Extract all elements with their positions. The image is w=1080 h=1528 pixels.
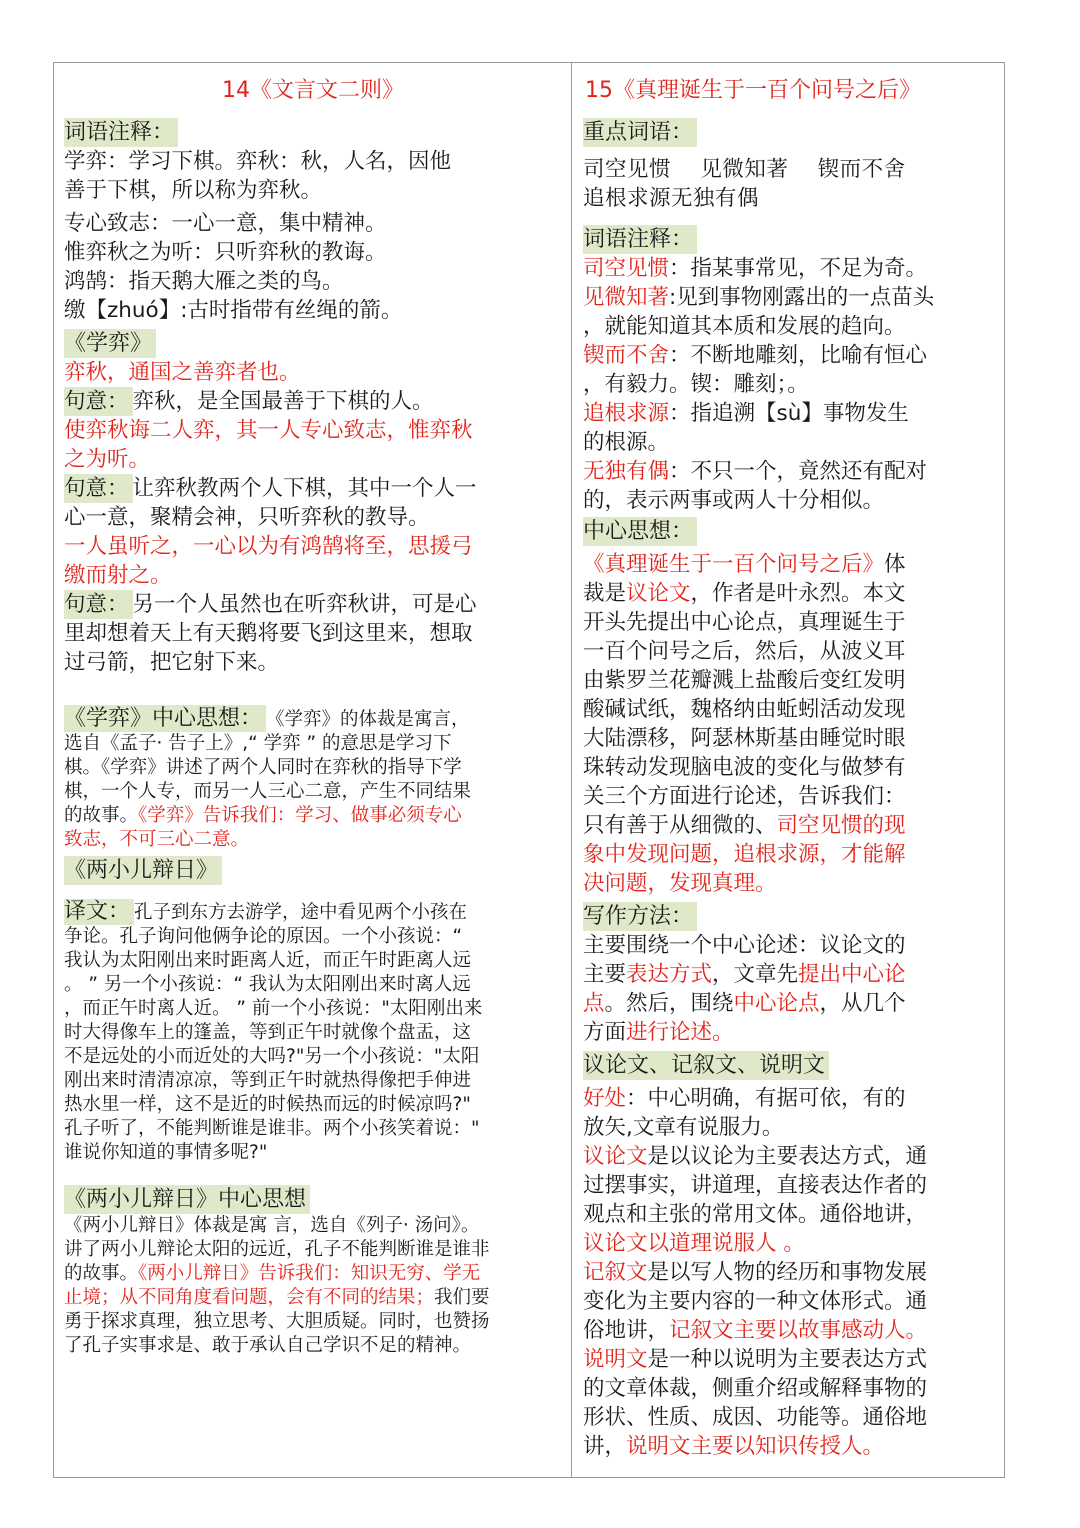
genre-line: 的文章体裁，侧重介绍或解释事物的: [583, 1376, 928, 1401]
note-item-cont: ，就能知道其本质和发展的趋向。: [583, 314, 906, 339]
liangxiaoer-center-line: 的故事。《两小儿辩日》告诉我们：知识无穷、学无: [64, 1263, 481, 1284]
center-line: 开头先提出中心论点，真理诞生于: [583, 610, 906, 635]
liangxiaoer-center-line: 《两小儿辩日》体裁是寓 言，选自《列子· 汤问》。: [64, 1215, 480, 1236]
translation-line: 谁说你知道的事情多呢?": [64, 1142, 268, 1163]
right-column: [583, 62, 998, 1461]
center-line: 关三个方面进行论述，告诉我们：: [583, 784, 906, 809]
translation-line: 译文： 孔子到东方去游学，途中看见两个小孩在: [64, 899, 468, 924]
liangxiaoer-center-line: 讲了两小儿辩论太阳的远近，孔子不能判断谁是谁非: [64, 1239, 490, 1260]
center-line: 珠转动发现脑电波的变化与做梦有: [583, 755, 906, 780]
lesson-14-title: 14《文言文二则》: [222, 78, 404, 103]
xueyi-meaning-2-cont: 心一意，聚精会神，只听弈秋的教导。: [64, 505, 430, 530]
xueyi-meaning-3-cont: 里却想着天上有天鹅将要飞到这里来，想取: [64, 621, 473, 646]
note-item: 追根求源：指追溯【sù】事物发生: [583, 401, 909, 426]
xueyi-center-line: 棋，一个人专，而另一人三心二意，产生不同结果: [64, 781, 472, 802]
note-line: 善于下棋，所以称为弈秋。: [64, 178, 323, 203]
xueyi-center-para: 《学弈》中心思想： 《学弈》的体裁是寓言，: [64, 706, 470, 731]
genre-line: 议论文是以议论为主要表达方式，通: [583, 1144, 928, 1169]
xueyi-center-line: 的故事。《学弈》告诉我们：学习、做事必须专心: [64, 805, 462, 826]
keywords-line: 司空见惯 见微知著 锲而不舍: [583, 157, 906, 182]
writing-line: 主要围绕一个中心论述：议论文的: [583, 933, 906, 958]
note-line: 鸿鹄：指天鹅大雁之类的鸟。: [64, 269, 344, 294]
note-line: 学弈：学习下棋。弈秋：秋，人名，因他: [64, 149, 452, 174]
translation-line: 不是远处的小而近处的大吗?"另一个小孩说："太阳: [64, 1046, 480, 1067]
xueyi-quote-2-cont: 之为听。: [64, 447, 151, 472]
genre-line: 议论文以道理说服人 。: [583, 1231, 805, 1256]
genre-line: 讲，说明文主要以知识传授人。: [583, 1434, 885, 1459]
liangxiaoer-center-line: 勇于探求真理，独立思考、大胆质疑。同时，也赞扬: [64, 1311, 490, 1332]
column-divider: [571, 62, 572, 1478]
xueyi-meaning-1: 句意： 弈秋，是全国最善于下棋的人。: [64, 389, 434, 414]
xueyi-quote-3-cont: 缴而射之。: [64, 563, 172, 588]
translation-line: 我认为太阳刚出来时距离人近，而正午时距离人远: [64, 950, 472, 971]
xueyi-meaning-3: 句意： 另一个人虽然也在听弈秋讲，可是心: [64, 592, 477, 617]
note-line: 专心致志：一心一意，集中精神。: [64, 211, 387, 236]
note-item-cont: 的，表示两事或两人十分相似。: [583, 488, 885, 513]
genres-heading: 议论文、记叙文、说明文: [583, 1051, 829, 1080]
xueyi-quote-1: 弈秋，通国之善弈者也。: [64, 360, 301, 385]
keywords-line: 追根求源无独有偶: [583, 186, 760, 211]
xueyi-meaning-3-cont: 过弓箭，把它射下来。: [64, 650, 280, 675]
translation-line: 孔子听了，不能判断谁是谁非。两个小孩笑着说：": [64, 1118, 480, 1139]
xueyi-meaning-2: 句意： 让弈秋教两个人下棋，其中一个人一: [64, 476, 477, 501]
meaning-label: 句意：: [64, 474, 133, 503]
xueyi-center-heading: 《学弈》中心思想：: [64, 705, 266, 732]
translation-line: 。 ” 另一个小孩说：“ 我认为太阳刚出来时离人远: [64, 974, 471, 995]
meaning-label: 句意：: [64, 387, 133, 416]
liangxiaoer-center-line: 了孔子实事求是、敢于承认自己学识不足的精神。: [64, 1335, 472, 1356]
translation-line: 时大得像车上的篷盖，等到正午时就像个盘盂，这: [64, 1022, 472, 1043]
xueyi-center-line: 选自《孟子· 告子上》,“ 学弈 ” 的意思是学习下: [64, 733, 452, 754]
center-line: 《真理诞生于一百个问号之后》体: [583, 552, 906, 577]
xueyi-quote-3: 一人虽听之，一心以为有鸿鹄将至，思援弓: [64, 534, 473, 559]
center-line: 裁是议论文，作者是叶永烈。本文: [583, 581, 906, 606]
vocab-notes-heading: 词语注释：: [64, 118, 178, 147]
center-line: 象中发现问题，追根求源，才能解: [583, 842, 906, 867]
translation-line: 热水里一样，这不是近的时候热而远的时候凉吗?": [64, 1094, 471, 1115]
note-item: 见微知著:见到事物刚露出的一点苗头: [583, 285, 935, 310]
center-line: 一百个问号之后，然后，从波义耳: [583, 639, 906, 664]
genre-line: 放矢,文章有说服力。: [583, 1115, 784, 1140]
translation-line: 刚出来时清清凉凉，等到正午时就热得像把手伸进: [64, 1070, 472, 1091]
note-item: 无独有偶：不只一个，竟然还有配对: [583, 459, 928, 484]
center-line: 大陆漂移，阿瑟林斯基由睡觉时眼: [583, 726, 906, 751]
genre-line: 说明文是一种以说明为主要表达方式: [583, 1347, 928, 1372]
liangxiaoer-heading: 《两小儿辩日》: [64, 856, 222, 885]
center-line: 决问题，发现真理。: [583, 871, 777, 896]
note-line: 惟弈秋之为听：只听弈秋的教诲。: [64, 240, 387, 265]
center-line: 酸碱试纸，魏格纳由蚯蚓活动发现: [583, 697, 906, 722]
translation-label: 译文：: [64, 899, 134, 925]
note-item: 锲而不舍：不断地雕刻，比喻有恒心: [583, 343, 928, 368]
note-line: 缴【zhuó】:古时指带有丝绳的箭。: [64, 298, 403, 323]
translation-line: ，而正午时离人近。 ” 前一个小孩说："太阳刚出来: [64, 998, 483, 1019]
left-column: [64, 62, 562, 1358]
xueyi-center-line: 棋。《学弈》讲述了两个人同时在弈秋的指导下学: [64, 757, 462, 778]
notes-heading: 词语注释：: [583, 225, 697, 254]
liangxiaoer-center-heading: 《两小儿辩日》中心思想: [64, 1185, 310, 1214]
xueyi-heading: 《学弈》: [64, 329, 156, 358]
note-item: 司空见惯：指某事常见，不足为奇。: [583, 256, 928, 281]
center-line: 由紫罗兰花瓣溅上盐酸后变红发明: [583, 668, 906, 693]
genre-line: 记叙文是以写人物的经历和事物发展: [583, 1260, 928, 1285]
note-item-cont: ，有毅力。锲：雕刻；。: [583, 372, 809, 397]
writing-method-heading: 写作方法：: [583, 902, 697, 931]
note-item-cont: 的根源。: [583, 430, 670, 455]
keywords-heading: 重点词语：: [583, 118, 697, 147]
writing-line: 方面进行论述。: [583, 1020, 734, 1045]
writing-line: 点。然后，围绕中心论点，从几个: [583, 991, 906, 1016]
meaning-label: 句意：: [64, 590, 133, 619]
genre-line: 好处：中心明确，有据可依，有的: [583, 1086, 906, 1111]
center-line: 只有善于从细微的、司空见惯的现: [583, 813, 906, 838]
genre-line: 形状、性质、成因、功能等。通俗地: [583, 1405, 928, 1430]
genre-line: 过摆事实，讲道理，直接表达作者的: [583, 1173, 928, 1198]
genre-line: 观点和主张的常用文体。通俗地讲，: [583, 1202, 928, 1227]
xueyi-center-line: 致志，不可三心二意。: [64, 829, 250, 850]
center-heading: 中心思想：: [583, 517, 697, 546]
xueyi-quote-2: 使弈秋诲二人弈，其一人专心致志，惟弈秋: [64, 418, 473, 443]
lesson-15-title: 15《真理诞生于一百个问号之后》: [585, 78, 921, 103]
writing-line: 主要表达方式，文章先提出中心论: [583, 962, 906, 987]
genre-line: 俗地讲，记叙文主要以故事感动人。: [583, 1318, 928, 1343]
liangxiaoer-center-line: 止境；从不同角度看问题，会有不同的结果；我们要: [64, 1287, 490, 1308]
genre-line: 变化为主要内容的一种文体形式。通: [583, 1289, 928, 1314]
translation-line: 争论。孔子询问他俩争论的原因。一个小孩说：“: [64, 926, 463, 947]
